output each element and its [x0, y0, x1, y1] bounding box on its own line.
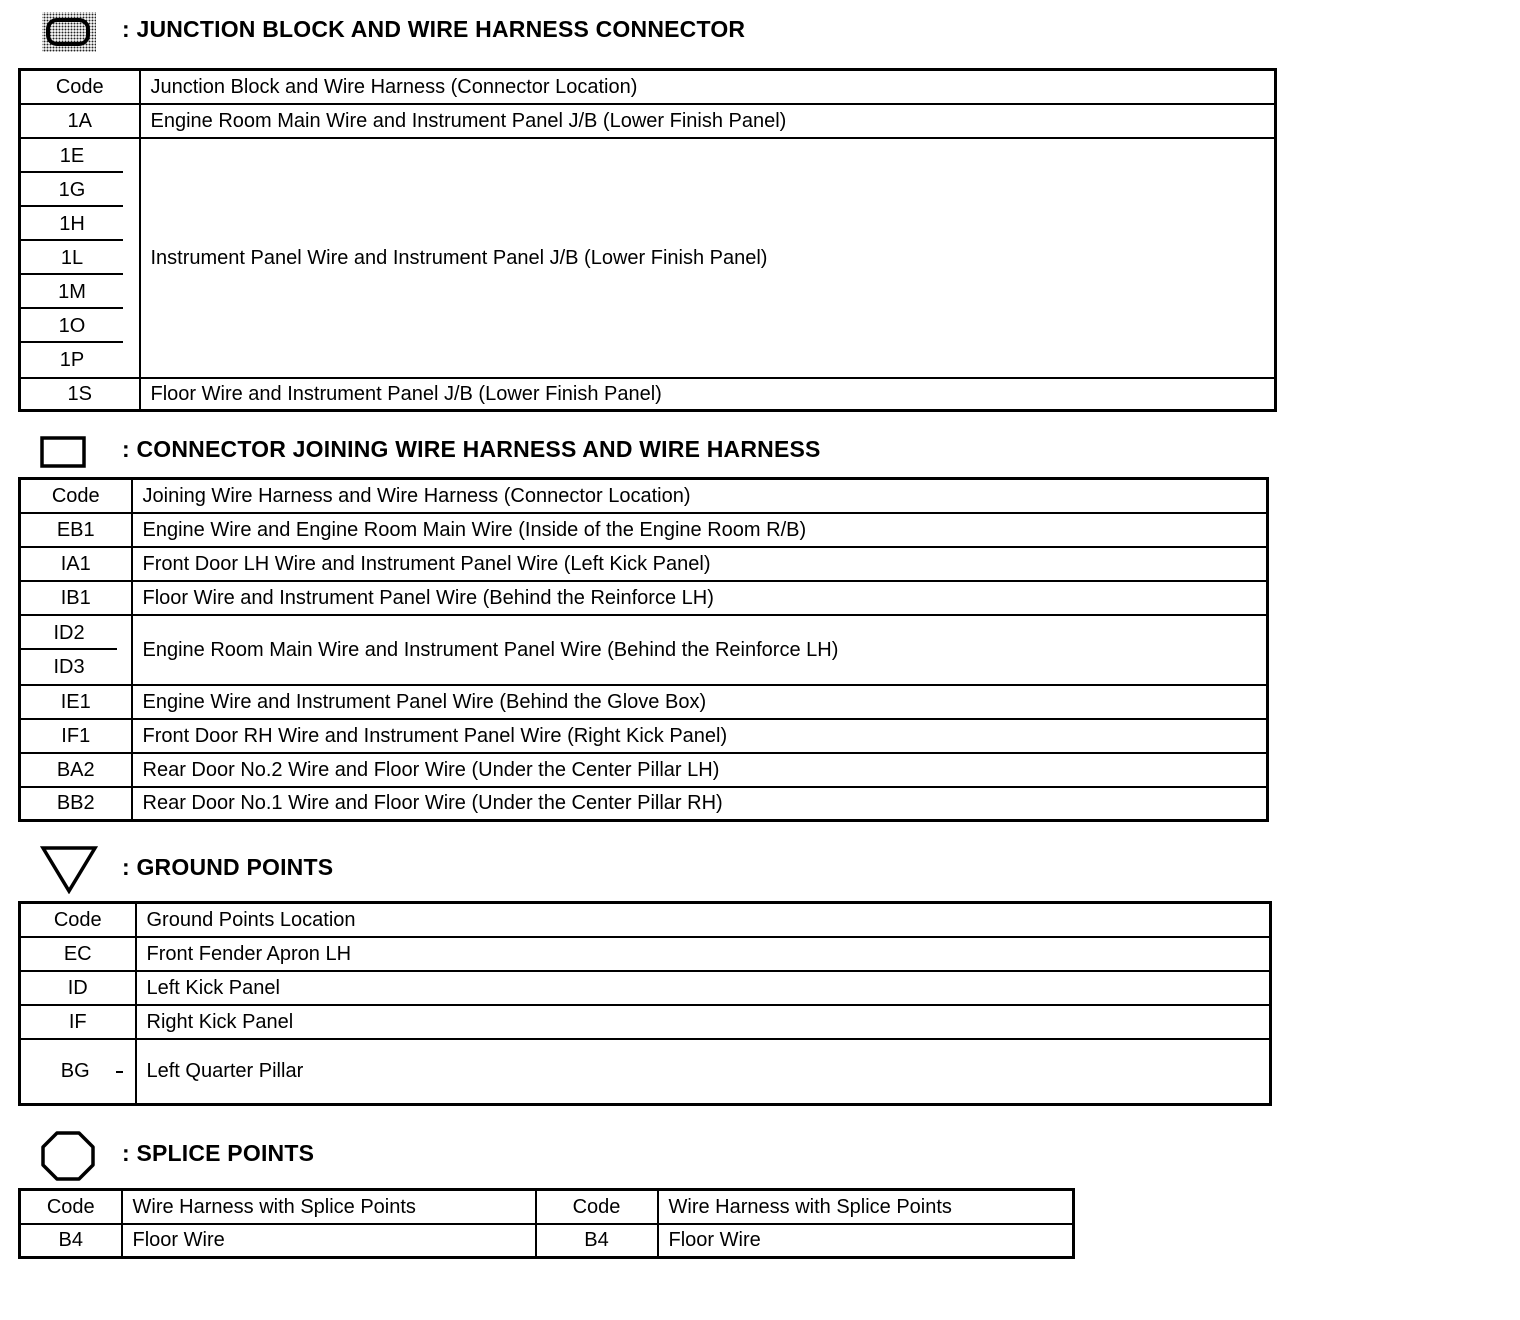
location-cell: Right Kick Panel: [136, 1005, 1271, 1039]
code-item: 1P: [59, 348, 85, 371]
table-row: [20, 1039, 1271, 1105]
location-cell: Engine Room Main Wire and Instrument Panel Wire (Behind the Reinforce LH): [132, 615, 1268, 685]
table-row: [20, 378, 1276, 411]
code-item: 1H: [21, 207, 123, 241]
table-row: [20, 513, 1268, 547]
table-header-row: [20, 70, 1276, 104]
code-group-cell: [20, 615, 132, 685]
code-cell: IB1: [20, 581, 132, 615]
location-header: Ground Points Location: [136, 903, 1271, 937]
splice-section-title: : SPLICE POINTS: [122, 1140, 315, 1166]
table-row: [20, 937, 1271, 971]
connector-table: [18, 477, 1269, 822]
code-cell: IA1: [20, 547, 132, 581]
code-cell: IF: [20, 1005, 136, 1039]
wire-harness-header: Wire Harness with Splice Points: [658, 1190, 1074, 1224]
connector-tick: [116, 1071, 123, 1073]
table-row: [20, 547, 1268, 581]
table-row-group: [20, 138, 1276, 378]
location-cell: Engine Wire and Instrument Panel Wire (Behind the Glove Box): [132, 685, 1268, 719]
wire-harness-cell: Floor Wire: [658, 1224, 1074, 1258]
location-cell: Floor Wire and Instrument Panel Wire (Behind the Reinforce LH): [132, 581, 1268, 615]
table-row: [20, 104, 1276, 138]
code-item: ID3: [53, 655, 85, 678]
connector-section-title: : CONNECTOR JOINING WIRE HARNESS AND WIRE HARNESS: [122, 436, 821, 462]
code-header: Code: [20, 479, 132, 513]
wire-harness-header: Wire Harness with Splice Points: [122, 1190, 536, 1224]
location-cell: Rear Door No.1 Wire and Floor Wire (Under the Center Pillar RH): [132, 787, 1268, 821]
connector-rectangle-icon: [40, 434, 88, 470]
location-header: Junction Block and Wire Harness (Connector Location): [140, 70, 1276, 104]
ground-table: [18, 901, 1272, 1106]
location-cell: Rear Door No.2 Wire and Floor Wire (Under the Center Pillar LH): [132, 753, 1268, 787]
code-cell: B4: [20, 1224, 122, 1258]
wire-harness-cell: Floor Wire: [122, 1224, 536, 1258]
code-cell: 1A: [20, 104, 140, 138]
junction-block-icon: [40, 10, 98, 54]
code-header: Code: [20, 903, 136, 937]
code-header: Code: [20, 1190, 122, 1224]
code-text: BG: [60, 1060, 90, 1083]
ground-triangle-icon: [40, 844, 98, 894]
code-cell: EC: [20, 937, 136, 971]
splice-table: [18, 1188, 1075, 1259]
table-row-group: [20, 615, 1268, 685]
table-header-row: [20, 1190, 1074, 1224]
code-item: 1E: [21, 139, 123, 173]
table-row: [20, 971, 1271, 1005]
splice-section-header: [0, 1128, 1300, 1178]
location-header: Joining Wire Harness and Wire Harness (Connector Location): [132, 479, 1268, 513]
location-cell: Front Door RH Wire and Instrument Panel Wire (Right Kick Panel): [132, 719, 1268, 753]
location-cell: Front Door LH Wire and Instrument Panel Wire (Left Kick Panel): [132, 547, 1268, 581]
code-item: 1G: [21, 173, 123, 207]
code-item: ID2: [21, 616, 117, 650]
ground-section-header: [0, 842, 1300, 892]
junction-section-title: : JUNCTION BLOCK AND WIRE HARNESS CONNECTOR: [122, 16, 746, 42]
code-cell: IF1: [20, 719, 132, 753]
code-cell: 1S: [20, 378, 140, 411]
table-header-row: [20, 479, 1268, 513]
connector-section-header: [0, 428, 1300, 478]
junction-section-header: [0, 6, 1300, 56]
code-cell: B4: [536, 1224, 658, 1258]
table-row: [20, 581, 1268, 615]
table-row: [20, 1224, 1074, 1258]
code-group-cell: [20, 138, 140, 378]
location-cell: Left Kick Panel: [136, 971, 1271, 1005]
code-cell: BB2: [20, 787, 132, 821]
code-cell: ID: [20, 971, 136, 1005]
code-cell: EB1: [20, 513, 132, 547]
code-header: Code: [536, 1190, 658, 1224]
code-cell: IE1: [20, 685, 132, 719]
code-item: 1M: [21, 275, 123, 309]
table-row: [20, 787, 1268, 821]
location-cell: Instrument Panel Wire and Instrument Panel J/B (Lower Finish Panel): [140, 138, 1276, 378]
table-row: [20, 753, 1268, 787]
location-cell: Floor Wire and Instrument Panel J/B (Lower Finish Panel): [140, 378, 1276, 411]
ground-section-title: : GROUND POINTS: [122, 854, 334, 880]
table-row: [20, 719, 1268, 753]
splice-octagon-icon: [40, 1130, 96, 1182]
table-row: [20, 1005, 1271, 1039]
location-cell: Engine Wire and Engine Room Main Wire (Inside of the Engine Room R/B): [132, 513, 1268, 547]
location-cell: Engine Room Main Wire and Instrument Panel J/B (Lower Finish Panel): [140, 104, 1276, 138]
code-item: 1O: [21, 309, 123, 343]
location-cell: Left Quarter Pillar: [136, 1039, 1271, 1105]
code-cell: BA2: [20, 753, 132, 787]
table-header-row: [20, 903, 1271, 937]
code-header: Code: [20, 70, 140, 104]
table-row: [20, 685, 1268, 719]
junction-table: [18, 68, 1277, 412]
code-cell: [20, 1039, 136, 1105]
code-item: 1L: [21, 241, 123, 275]
location-cell: Front Fender Apron LH: [136, 937, 1271, 971]
